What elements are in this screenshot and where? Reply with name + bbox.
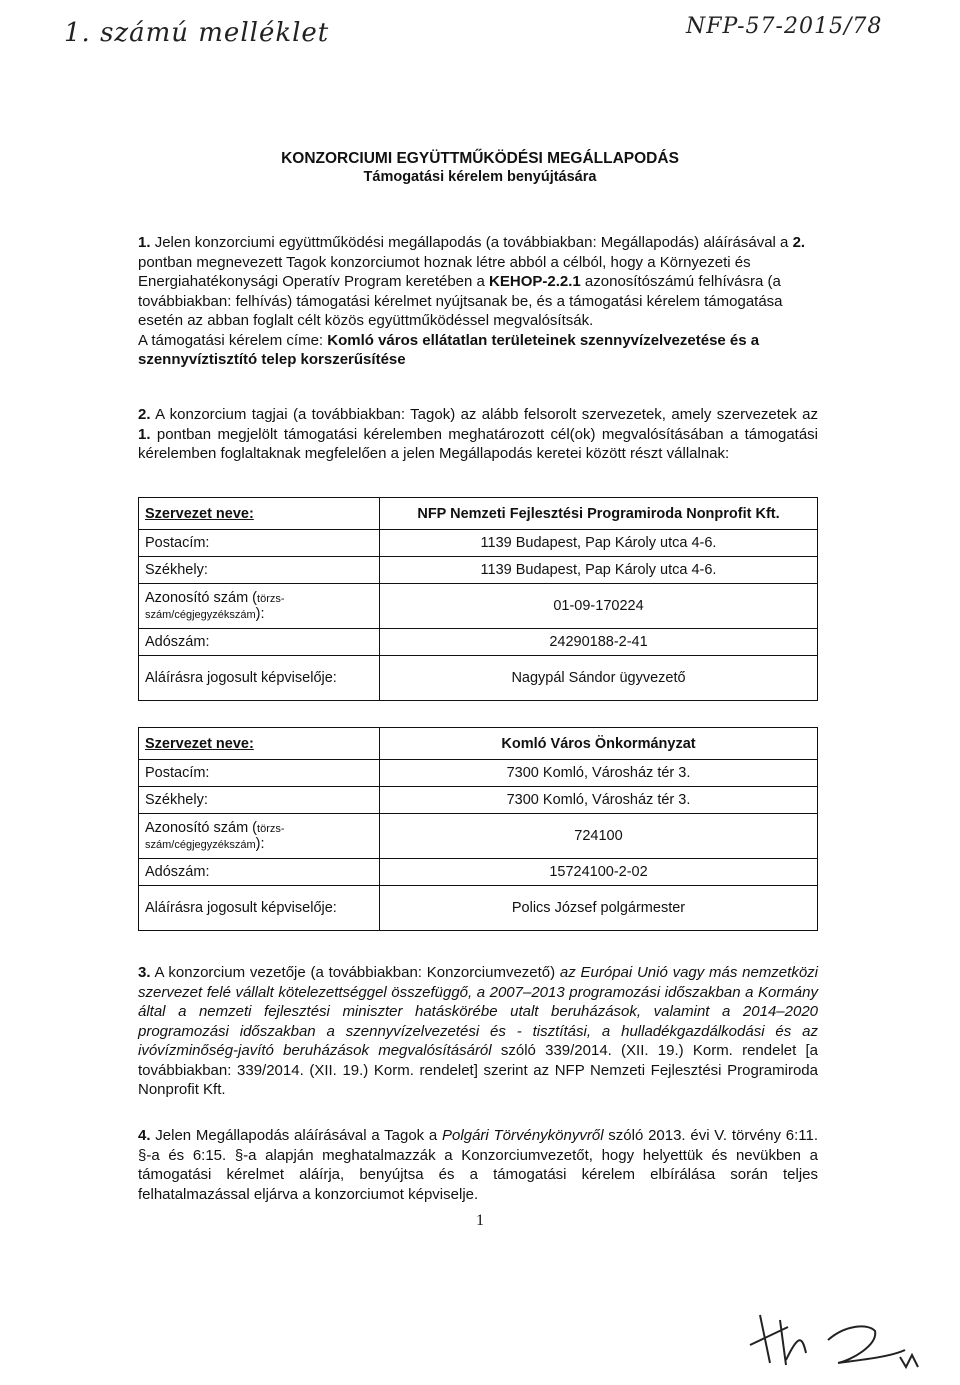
section-text: A konzorcium vezetője (a továbbiakban: Konzorciumvezető) [154,964,556,981]
section-text: pontban megnevezett Tagok konzorciumot hoznak létre abból a célból, hogy a Környezeti és Energiahatékonysági Operatív Program keretében a [138,253,751,290]
signer-label: Aláírásra jogosult képviselője: [139,886,380,931]
section-number: 1. [138,234,151,251]
id-number-label: Azonosító szám (törzs- szám/cégjegyzékszám): [139,814,380,859]
seat-value: 7300 Komló, Városház tér 3. [380,787,818,814]
section-text: A konzorcium tagjai (a továbbiakban: Tagok) az alább felsorolt szervezetek, amely szervezetek az [155,406,819,423]
signer-value: Polics József polgármester [511,900,686,916]
section-text: azonosítószámú felhívásra (a továbbiakban: felhívás) támogatási kérelmet nyújtsanak be, és a támogatási kérelem támogatása esetén az abban foglalt célt közös együttműködéssel megvalósítsák. [138,273,783,329]
section-text: pontban megjelölt támogatási kérelemben meghatározott cél(ok) megvalósításában a támogatási kérelemben foglaltaknak megfelelően a jelen Megállapodás keretei között részt vállalnak: [138,425,819,462]
org-name-label: Szervezet neve: [139,498,380,530]
tax-number-label: Adószám: [139,629,380,656]
signer-label: Aláírásra jogosult képviselője: [139,656,380,701]
section-text: szóló 2013. évi V. törvény 6:11. §-a és 6:15. §-a alapján meghatalmazzák a Konzorciumvezetőt, hogy helyettük és nevükben a támogatási kérelmet aláírja, benyújtsa és a támogatási kérelem elbírálása során teljes felhatalmazással eljárva a konzorciumot képviselje. [138,1127,819,1203]
regulation-title: az Európai Unió vagy más nemzetközi szervezet felé vállalt kötelezettséggel összefüggő, a 2007–2013 programozási időszakban a Kormány által a nemzeti fejlesztési miniszter hatáskörébe utalt beruházások, valamint a 2014–2020 programozási időszakban a szennyvízelvezetési és - tisztítási, a hulladékgazdálkodási és az ivóvízminőség-javító beruházások megvalósításáról [138,964,818,1059]
handwritten-signature [740,1305,940,1375]
section-reference: 2. [792,234,806,251]
id-number-value: 01-09-170224 [380,584,818,629]
member-table-nfp [138,497,818,701]
section-3 [138,963,818,1100]
postal-label: Postacím: [139,530,380,557]
application-title-value: Komló város ellátatlan területeinek szennyvízelvezetése és a szennyvíztisztító telep korszerűsítése [138,331,760,368]
handwritten-reference-number: NFP-57-2015/78 [686,14,883,39]
postal-value: 7300 Komló, Városház tér 3. [380,760,818,787]
tax-number-label: Adószám: [139,859,380,886]
law-title: Polgári Törvénykönyvről [442,1127,604,1144]
org-name-label: Szervezet neve: [139,728,380,760]
org-name-value: NFP Nemzeti Fejlesztési Programiroda Nonprofit Kft. [380,498,818,530]
section-2 [138,405,818,464]
section-reference: 1. [138,425,151,443]
section-number: 2. [138,406,151,423]
section-1 [138,233,818,370]
section-text: Jelen Megállapodás aláírásával a Tagok a [155,1127,438,1144]
section-4 [138,1126,818,1204]
id-number-value: 724100 [380,814,818,859]
page-number: 1 [476,1212,484,1229]
section-number: 3. [138,964,151,981]
seat-value: 1139 Budapest, Pap Károly utca 4-6. [380,557,818,584]
handwritten-annex-note: 1. számú melléklet [64,18,330,48]
org-name-value: Komló Város Önkormányzat [380,728,818,760]
call-code: KEHOP-2.2.1 [489,273,581,290]
id-number-label: Azonosító szám (törzs- szám/cégjegyzékszám): [139,584,380,629]
signer-value: Nagypál Sándor ügyvezető [511,670,686,686]
postal-label: Postacím: [139,760,380,787]
application-title-label: A támogatási kérelem címe: [138,331,324,349]
section-number: 4. [138,1127,151,1144]
seat-label: Székhely: [139,787,380,814]
seat-label: Székhely: [139,557,380,584]
section-text: Jelen konzorciumi együttműködési megállapodás (a továbbiakban: Megállapodás) aláírásával a [154,234,789,251]
tax-number-value: 24290188-2-41 [380,629,818,656]
member-table-komlo [138,727,818,931]
section-text: szóló 339/2014. (XII. 19.) Korm. rendelet [a továbbiakban: 339/2014. (XII. 19.) Korm. rendelet] szerint az NFP Nemzeti Fejlesztési Programiroda Nonprofit Kft. [138,1042,819,1098]
tax-number-value: 15724100-2-02 [380,859,818,886]
document-title: KONZORCIUMI EGYÜTTMŰKÖDÉSI MEGÁLLAPODÁS [281,150,679,167]
postal-value: 1139 Budapest, Pap Károly utca 4-6. [380,530,818,557]
document-subtitle: Támogatási kérelem benyújtására [363,169,597,185]
